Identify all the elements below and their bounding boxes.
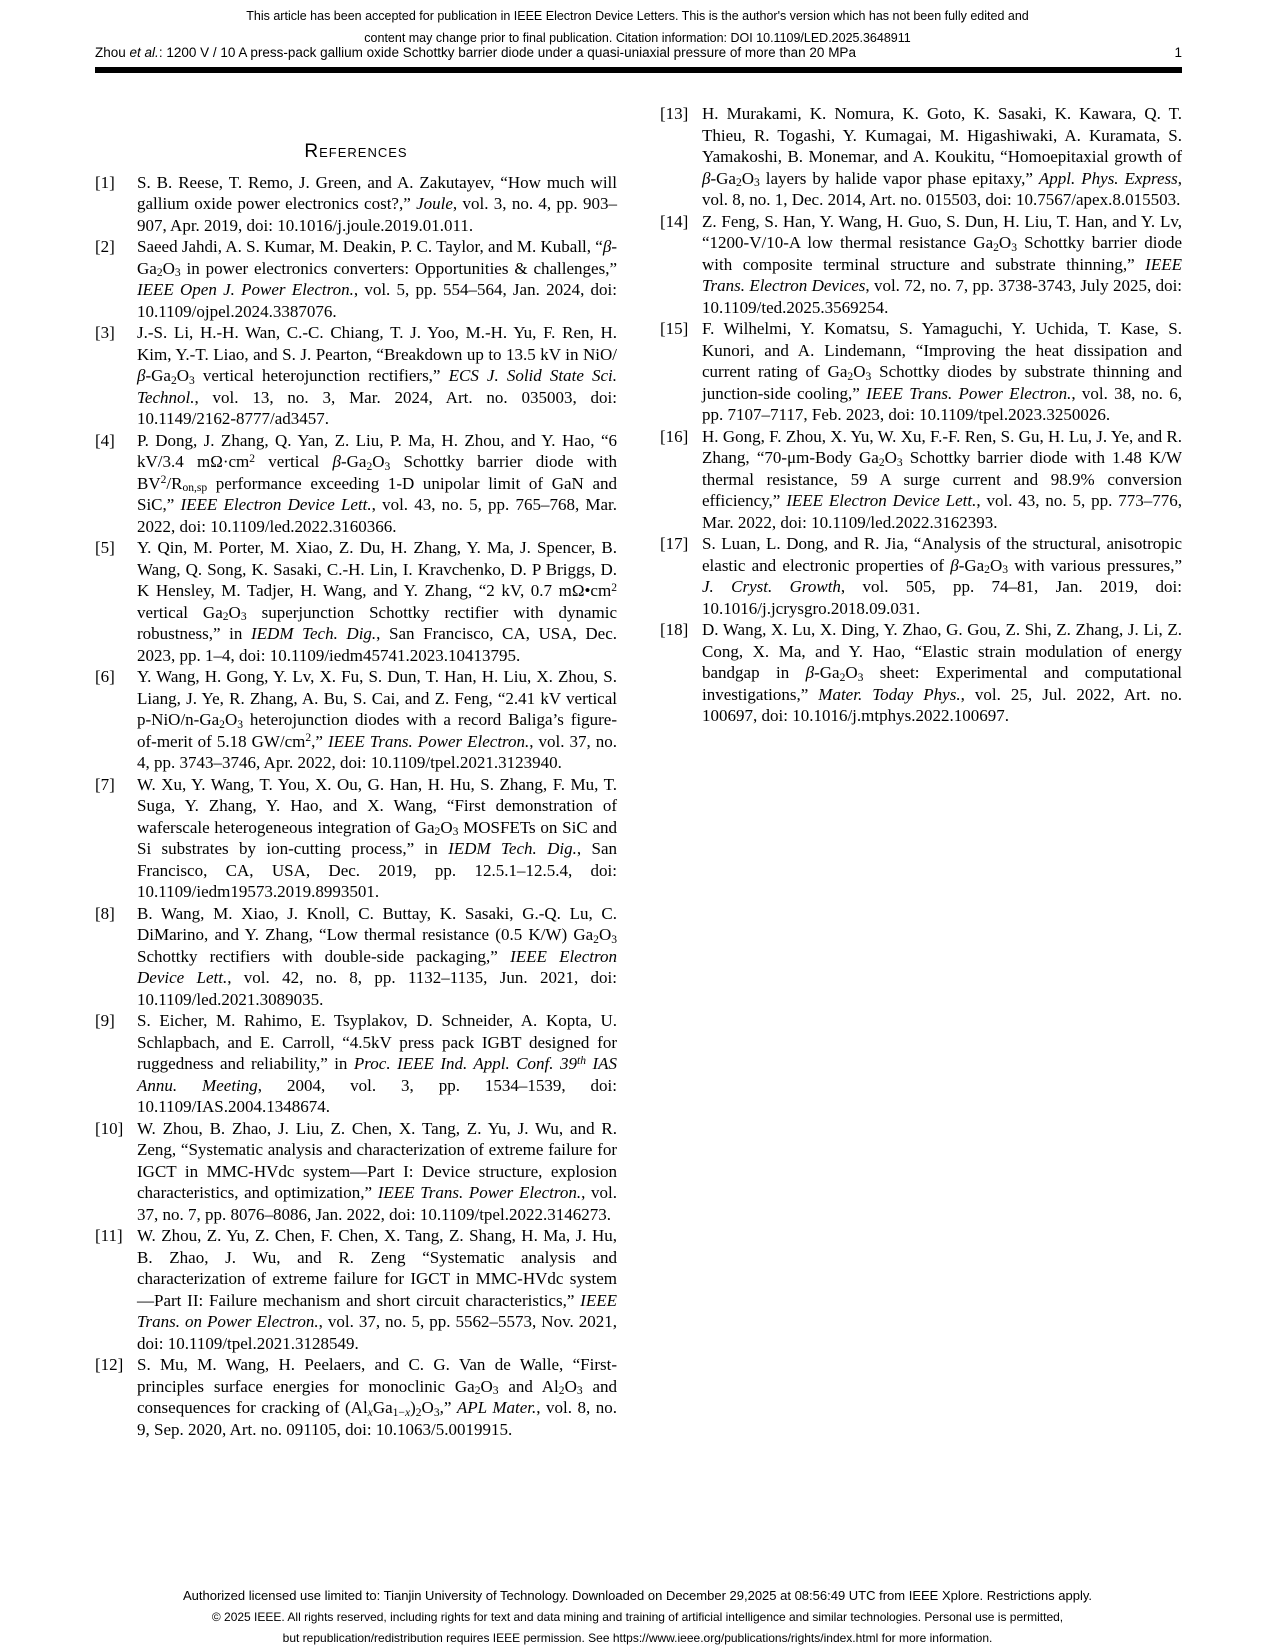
reference-item xyxy=(95,236,617,322)
reference-text: S. Eicher, M. Rahimo, E. Tsyplakov, D. Schneider, A. Kopta, U. Schlapbach, and E. Carroll, “4.5kV press pack IGBT designed for ruggedness and reliability,” in Proc. IEEE Ind. Appl. Conf. 39th IAS Annu. Meeting, 2004, vol. 3, pp. 1534–1539, doi: 10.1109/IAS.2004.1348674. xyxy=(137,1011,617,1116)
references-heading: References xyxy=(304,141,408,162)
reference-number: [12] xyxy=(95,1355,124,1374)
reference-number: [2] xyxy=(95,237,115,256)
reference-item xyxy=(95,666,617,774)
reference-item xyxy=(660,533,1182,619)
reference-item xyxy=(660,619,1182,727)
running-head-etal: et al. xyxy=(129,45,159,60)
footer-republication-line: but republication/redistribution requires IEEE permission. See https://www.ieee.org/publications/rights/index.html for more information. xyxy=(282,1631,993,1645)
reference-number: [1] xyxy=(95,172,115,192)
left-column-references xyxy=(95,172,617,1441)
reference-number: [10] xyxy=(95,1118,124,1138)
acceptance-notice xyxy=(0,5,1275,49)
reference-item xyxy=(95,1118,617,1226)
acceptance-notice-line1: This article has been accepted for publication in IEEE Electron Device Letters. This is the author's version which has not been fully edited and xyxy=(246,9,1029,23)
reference-item xyxy=(660,103,1182,211)
reference-number: [5] xyxy=(95,538,115,557)
reference-number: [13] xyxy=(660,104,689,123)
reference-item xyxy=(95,903,617,1011)
reference-text: H. Gong, F. Zhou, X. Yu, W. Xu, F.-F. Ren, S. Gu, H. Lu, J. Ye, and R. Zhang, “70-μm-Body $Ga_2O_3$ Schottky barrier diode with 1.48 K/W thermal resistance, 59 A surge current and 98.9% conversion efficiency,” IEEE Electron Device Lett., vol. 43, no. 5, pp. 773–776, Mar. 2022, doi: 10.1109/led.2022.3162393. xyxy=(702,426,1183,532)
reference-number: [16] xyxy=(660,426,689,446)
right-column xyxy=(660,103,1182,1440)
reference-text: Saeed Jahdi, A. S. Kumar, M. Deakin, P. C. Taylor, and M. Kuball, “$\beta-Ga_2O_3$ in power electronics converters: Opportunities & challenges,” IEEE Open J. Power Electron., vol. 5, pp. 554–564, Jan. 2024, doi: 10.1109/ojpel.2024.3387076. xyxy=(137,237,617,321)
reference-item xyxy=(95,1354,617,1440)
reference-text: D. Wang, X. Lu, X. Ding, Y. Zhao, G. Gou, Z. Shi, Z. Zhang, J. Li, Z. Cong, X. Ma, and Y. Hao, “Elastic strain modulation of energy bandgap in $\beta-Ga_2O_3$ sheet: Experimental and computational investigations,” Mater. Today Phys., vol. 25, Jul. 2022, Art. no. 100697, doi: 10.1016/j.mtphys.2022.100697. xyxy=(702,620,1182,725)
reference-text: S. B. Reese, T. Remo, J. Green, and A. Zakutayev, “How much will gallium oxide power electronics cost?,” Joule, vol. 3, no. 4, pp. 903–907, Apr. 2019, doi: 10.1016/j.joule.2019.01.011. xyxy=(137,172,617,235)
reference-number: [6] xyxy=(95,667,115,686)
reference-number: [3] xyxy=(95,323,115,342)
reference-item xyxy=(95,172,617,237)
reference-number: [7] xyxy=(95,774,115,794)
reference-text: B. Wang, M. Xiao, J. Knoll, C. Buttay, K. Sasaki, G.-Q. Lu, C. DiMarino, and Y. Zhang, “Low thermal resistance (0.5 K/W) $Ga_2O_3$ Schottky rectifiers with double-side packaging,” IEEE Electron Device Lett., vol. 42, no. 8, pp. 1132–1135, Jun. 2021, doi: 10.1109/led.2021.3089035. xyxy=(137,903,617,1009)
reference-text: P. Dong, J. Zhang, Q. Yan, Z. Liu, P. Ma, H. Zhou, and Y. Hao, “6 kV/3.4 $m\Omega\cdot cm^2$ vertical $\beta-Ga_2O_3$ Schottky barrier diode with $BV^2/R_{on,sp}$ performance exceeding 1-D unipolar limit of GaN and SiC,” IEEE Electron Device Lett., vol. 43, no. 5, pp. 765–768, Mar. 2022, doi: 10.1109/led.2022.3160366. xyxy=(137,430,618,536)
reference-item xyxy=(660,318,1182,426)
reference-text: H. Murakami, K. Nomura, K. Goto, K. Sasaki, K. Kawara, Q. T. Thieu, R. Togashi, Y. Kumagai, M. Higashiwaki, A. Kuramata, S. Yamakoshi, B. Monemar, and A. Koukitu, “Homoepitaxial growth of $\beta-Ga_2O_3$ layers by halide vapor phase epitaxy,” Appl. Phys. Express, vol. 8, no. 1, Dec. 2014, Art. no. 015503, doi: 10.7567/apex.8.015503. xyxy=(702,104,1182,209)
footer-copyright-line: © 2025 IEEE. All rights reserved, including rights for text and data mining and training of artificial intelligence and similar technologies. Personal use is permitted, xyxy=(211,1610,1064,1624)
right-column-references xyxy=(660,103,1182,727)
reference-item xyxy=(660,211,1182,319)
reference-number: [17] xyxy=(660,534,689,553)
reference-item xyxy=(95,774,617,903)
footer-license-line: Authorized licensed use limited to: Tianjin University of Technology. Downloaded on December 29,2025 at 08:56:49 UTC from IEEE Xplore. Restrictions apply. xyxy=(182,1588,1093,1603)
reference-text: F. Wilhelmi, Y. Komatsu, S. Yamaguchi, Y. Uchida, T. Kase, S. Kunori, and A. Lindemann, “Improving the heat dissipation and current rating of $Ga_2O_3$ Schottky diodes by substrate thinning and junction-side cooling,” IEEE Trans. Power Electron., vol. 38, no. 6, pp. 7107–7117, Feb. 2023, doi: 10.1109/tpel.2023.3250026. xyxy=(702,319,1182,424)
reference-text: S. Luan, L. Dong, and R. Jia, “Analysis of the structural, anisotropic elastic and electronic properties of $\beta-Ga_2O_3$ with various pressures,” J. Cryst. Growth, vol. 505, pp. 74–81, Jan. 2019, doi: 10.1016/j.jcrysgro.2018.09.031. xyxy=(702,534,1182,618)
reference-text: J.-S. Li, H.-H. Wan, C.-C. Chiang, T. J. Yoo, M.-H. Yu, F. Ren, H. Kim, Y.-T. Liao, and S. J. Pearton, “Breakdown up to 13.5 kV in NiO/$\beta-Ga_2O_3$ vertical heterojunction rectifiers,” ECS J. Solid State Sci. Technol., vol. 13, no. 3, Mar. 2024, Art. no. 035003, doi: 10.1149/2162-8777/ad3457. xyxy=(137,323,617,428)
reference-number: [15] xyxy=(660,319,689,338)
running-head xyxy=(95,45,1182,60)
reference-number: [8] xyxy=(95,903,115,923)
reference-number: [11] xyxy=(95,1226,123,1245)
reference-item xyxy=(95,322,617,430)
reference-text: Y. Qin, M. Porter, M. Xiao, Z. Du, H. Zhang, Y. Ma, J. Spencer, B. Wang, Q. Song, K. Sasaki, C.-H. Lin, I. Kravchenko, D. P Briggs, D. K Hensley, M. Tadjer, H. Wang, and Y. Zhang, “2 kV, 0.7 $m\Omega•cm^2$ vertical $Ga_2O_3$ superjunction Schottky rectifier with dynamic robustness,” in IEDM Tech. Dig., San Francisco, CA, USA, Dec. 2023, pp. 1–4, doi: 10.1109/iedm45741.2023.10413795. xyxy=(137,538,617,665)
reference-item xyxy=(95,430,617,538)
reference-number: [9] xyxy=(95,1011,115,1030)
page-number: 1 xyxy=(1174,45,1182,60)
header-rule xyxy=(95,67,1182,73)
reference-item xyxy=(95,1225,617,1354)
reference-text: Y. Wang, H. Gong, Y. Lv, X. Fu, S. Dun, T. Han, H. Liu, X. Zhou, S. Liang, J. Ye, R. Zhang, A. Bu, S. Cai, and Z. Feng, “2.41 kV vertical $p-NiO/n-Ga_2O_3$ heterojunction diodes with a record Baliga’s figure-of-merit of 5.18 $GW/cm^2$,” IEEE Trans. Power Electron., vol. 37, no. 4, pp. 3743–3746, Apr. 2022, doi: 10.1109/tpel.2021.3123940. xyxy=(137,667,617,772)
reference-text: S. Mu, M. Wang, H. Peelaers, and C. G. Van de Walle, “First-principles surface energies for monoclinic $Ga_2O_3$ and $Al_2O_3$ and consequences for cracking of $(Al_xGa_{1-x})_2O_3$,” APL Mater., vol. 8, no. 9, Sep. 2020, Art. no. 091105, doi: 10.1063/5.0019915. xyxy=(137,1355,618,1439)
running-head-paper-title: : 1200 V / 10 A press-pack gallium oxide Schottky barrier diode under a quasi-uniaxial pressure of more than 20 MPa xyxy=(158,45,856,60)
running-head-authors: Zhou xyxy=(95,45,130,60)
references-section xyxy=(95,103,1182,1440)
running-head-title xyxy=(95,45,856,60)
reference-text: W. Zhou, Z. Yu, Z. Chen, F. Chen, X. Tang, Z. Shang, H. Ma, J. Hu, B. Zhao, J. Wu, and R. Zeng “Systematic analysis and characterization of extreme failure for IGCT in MMC-HVdc system—Part II: Failure mechanism and short circuit characteristics,” IEEE Trans. on Power Electron., vol. 37, no. 5, pp. 5562–5573, Nov. 2021, doi: 10.1109/tpel.2021.3128549. xyxy=(137,1226,617,1353)
reference-number: [14] xyxy=(660,211,689,231)
reference-text: W. Xu, Y. Wang, T. You, X. Ou, G. Han, H. Hu, S. Zhang, F. Mu, T. Suga, Y. Zhang, Y. Hao, and X. Wang, “First demonstration of waferscale heterogeneous integration of $Ga_2O_3$ MOSFETs on SiC and Si substrates by ion-cutting process,” in IEDM Tech. Dig., San Francisco, CA, USA, Dec. 2019, pp. 12.5.1–12.5.4, doi: 10.1109/iedm19573.2019.8993501. xyxy=(137,774,618,901)
reference-item xyxy=(95,1010,617,1118)
reference-number: [18] xyxy=(660,620,689,639)
reference-item xyxy=(660,426,1182,534)
reference-number: [4] xyxy=(95,430,115,450)
reference-item xyxy=(95,537,617,666)
left-column xyxy=(95,103,617,1440)
reference-text: Z. Feng, S. Han, Y. Wang, H. Guo, S. Dun, H. Liu, T. Han, and Y. Lv, “1200-V/10-A low thermal resistance $Ga_2O_3$ Schottky barrier diode with composite terminal structure and substrate thinning,” IEEE Trans. Electron Devices, vol. 72, no. 7, pp. 3738-3743, July 2025, doi: 10.1109/ted.2025.3569254. xyxy=(702,211,1183,317)
acceptance-notice-line2: content may change prior to final publication. Citation information: DOI 10.1109/LED.2025.3648911 xyxy=(364,31,911,45)
reference-text: W. Zhou, B. Zhao, J. Liu, Z. Chen, X. Tang, Z. Yu, J. Wu, and R. Zeng, “Systematic analysis and characterization of extreme failure for IGCT in MMC-HVdc system—Part I: Device structure, explosion characteristics, and optimization,” IEEE Trans. Power Electron., vol. 37, no. 7, pp. 8076–8086, Jan. 2022, doi: 10.1109/tpel.2022.3146273. xyxy=(137,1118,617,1224)
